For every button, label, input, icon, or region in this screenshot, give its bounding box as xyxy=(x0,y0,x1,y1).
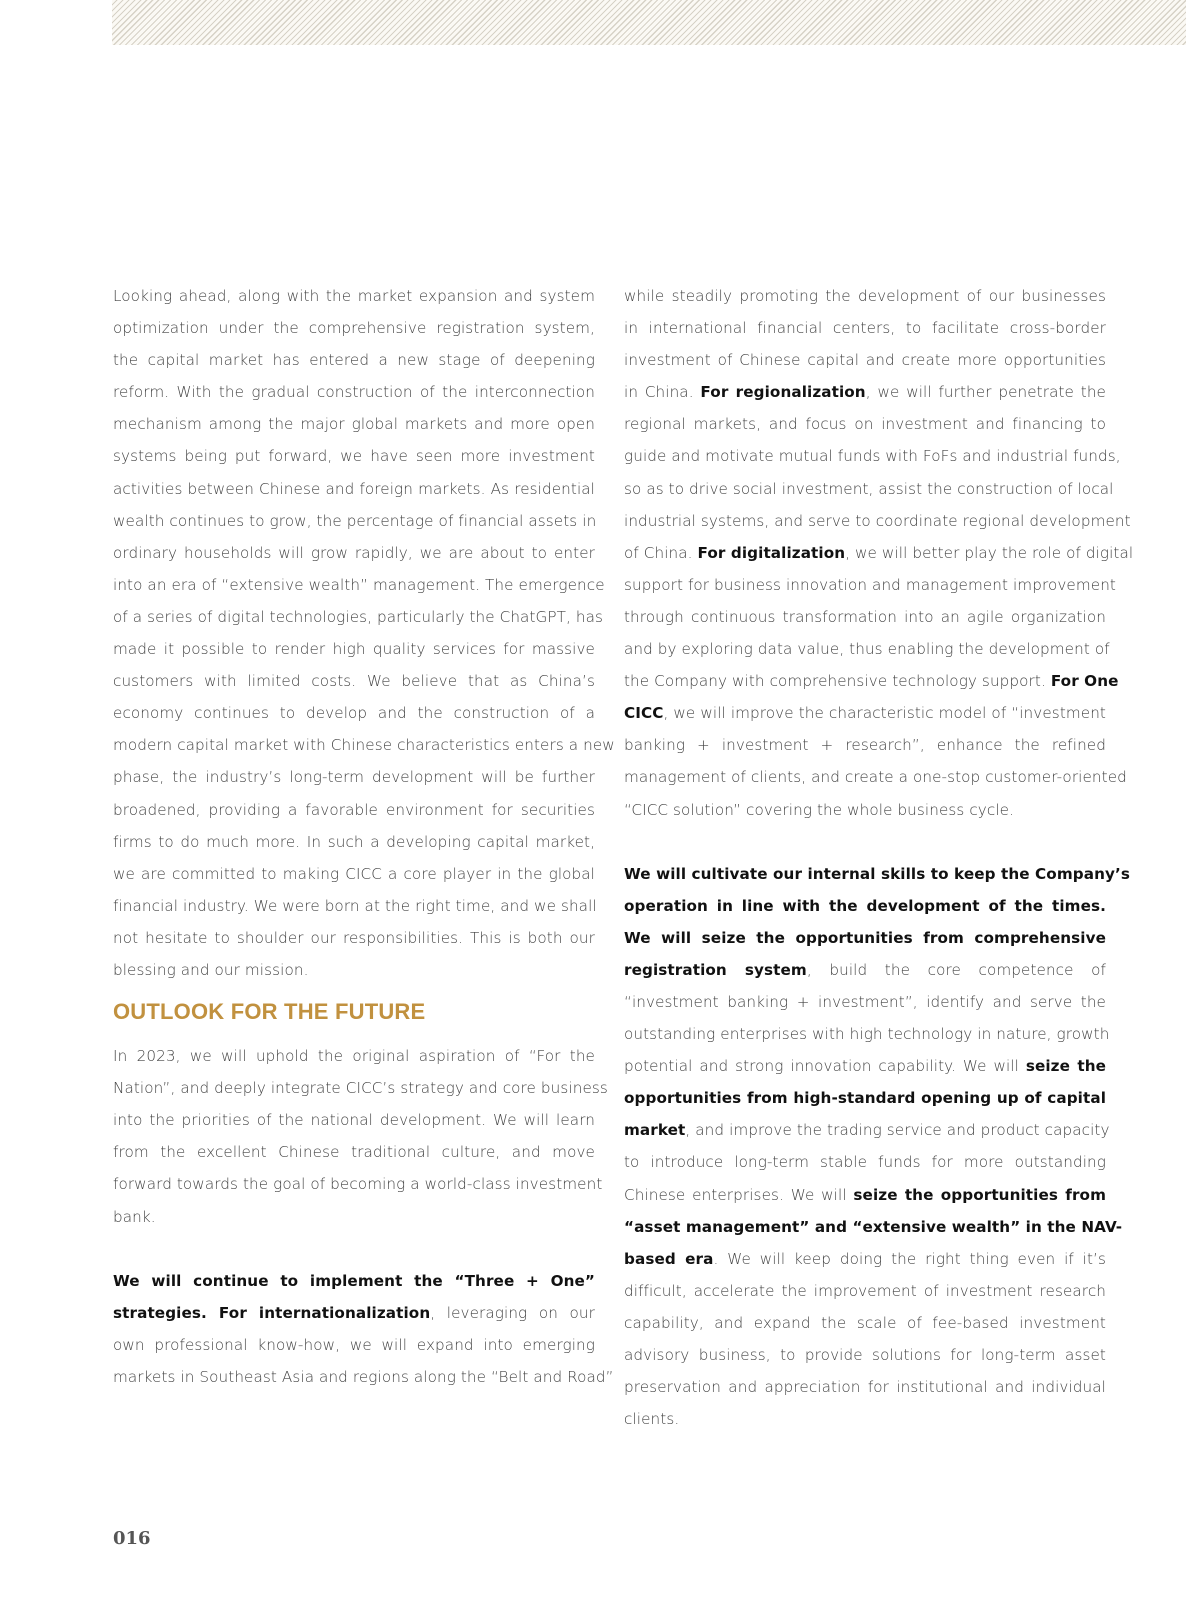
right-column xyxy=(624,280,1134,1435)
text-line: made it possible to render high quality services for massive xyxy=(113,640,595,659)
intro-paragraph xyxy=(113,280,615,986)
bold-phrase: CICC xyxy=(624,704,664,723)
text-line: blessing and our mission. xyxy=(113,960,309,979)
header-stripe-decoration xyxy=(112,0,1186,45)
text-line: forward towards the goal of becoming a world-class investment xyxy=(113,1175,603,1194)
text-run: in China. xyxy=(624,383,701,402)
text-line: “investment banking + investment”, identify and serve the xyxy=(624,992,1106,1011)
text-line xyxy=(624,665,1119,697)
text-line xyxy=(624,954,1106,986)
text-line-bold: operation in line with the development of the times. xyxy=(624,896,1106,915)
paragraph-gap xyxy=(624,826,1106,858)
text-line: mechanism among the major global markets and more open xyxy=(113,415,595,434)
text-line-bold: opportunities from high-standard opening up of capital xyxy=(624,1089,1106,1108)
bold-phrase: For One xyxy=(1050,672,1119,691)
text-line-bold: We will seize the opportunities from comprehensive xyxy=(624,928,1106,947)
text-line: guide and motivate mutual funds with FoFs and industrial funds, xyxy=(624,447,1121,466)
section-heading: OUTLOOK FOR THE FUTURE xyxy=(113,999,426,1025)
text-line: economy continues to develop and the construction of a xyxy=(113,704,595,723)
text-line: Nation”, and deeply integrate CICC’s strategy and core business xyxy=(113,1079,608,1098)
internal-skills-paragraph xyxy=(624,858,1130,1436)
text-line xyxy=(624,697,1106,729)
strategy-paragraph xyxy=(113,1265,614,1393)
text-line: own professional know-how, we will expand into emerging xyxy=(113,1335,595,1354)
text-line: systems being put forward, we have seen more investment xyxy=(113,447,595,466)
text-line: capability, and expand the scale of fee-based investment xyxy=(624,1313,1106,1332)
text-line: into the priorities of the national development. We will learn xyxy=(113,1111,595,1130)
text-line: we are committed to making CICC a core player in the global xyxy=(113,864,595,883)
text-line-bold: We will cultivate our internal skills to keep the Company’s xyxy=(624,864,1130,883)
text-line: broadened, providing a favorable environment for securities xyxy=(113,800,595,819)
text-line: to introduce long-term stable funds for more outstanding xyxy=(624,1153,1106,1172)
text-line: investment of Chinese capital and create more opportunities xyxy=(624,351,1106,370)
text-line: ordinary households will grow rapidly, we are about to enter xyxy=(113,543,595,562)
text-line xyxy=(624,1114,1110,1146)
text-line: “CICC solution” covering the whole business cycle. xyxy=(624,800,1015,819)
text-line: advisory business, to provide solutions for long-term asset xyxy=(624,1346,1106,1364)
bold-phrase: registration system xyxy=(624,960,807,979)
bold-phrase: seize the opportunities from xyxy=(853,1185,1106,1204)
text-line xyxy=(624,1050,1106,1082)
bold-phrase: For digitalization xyxy=(697,543,846,562)
text-line: financial industry. We were born at the right time, and we shall xyxy=(113,896,597,915)
text-line xyxy=(624,537,1134,569)
text-line: while steadily promoting the development of our businesses xyxy=(624,287,1106,305)
text-line: In 2023, we will uphold the original aspiration of “For the xyxy=(113,1047,595,1066)
text-run: , build the core competence of xyxy=(806,960,1107,979)
text-line: through continuous transformation into an agile organization xyxy=(624,607,1106,626)
text-line: clients. xyxy=(624,1410,680,1429)
text-line xyxy=(113,1297,595,1329)
text-line: firms to do much more. In such a developing capital market, xyxy=(113,832,595,851)
left-column xyxy=(113,280,615,1393)
text-line: into an era of “extensive wealth” management. The emergence xyxy=(113,575,605,594)
text-line: modern capital market with Chinese characteristics enters a new xyxy=(113,736,615,755)
text-line: so as to drive social investment, assist the construction of local xyxy=(624,479,1114,498)
text-line: Looking ahead, along with the market expansion and system xyxy=(113,287,595,305)
text-run: of China. xyxy=(624,543,698,562)
text-line: industrial systems, and serve to coordinate regional development xyxy=(624,511,1131,530)
text-line xyxy=(624,1243,1106,1275)
text-line: in international financial centers, to facilitate cross-border xyxy=(624,319,1106,338)
text-line: preservation and appreciation for institutional and individual xyxy=(624,1378,1106,1397)
text-line: not hesitate to shoulder our responsibilities. This is both our xyxy=(113,928,595,947)
text-line: from the excellent Chinese traditional culture, and move xyxy=(113,1143,595,1162)
bold-phrase: For regionalization xyxy=(700,383,866,402)
text-line: bank. xyxy=(113,1207,156,1226)
paragraph-gap xyxy=(113,1233,595,1265)
text-line: of a series of digital technologies, particularly the ChatGPT, has xyxy=(113,607,604,626)
text-line: optimization under the comprehensive registration system, xyxy=(113,319,595,338)
text-line-bold: “asset management” and “extensive wealth” in the NAV- xyxy=(624,1217,1123,1236)
text-line: banking + investment + research”, enhance the refined xyxy=(624,736,1106,755)
text-line xyxy=(624,376,1106,408)
text-line: the capital market has entered a new stage of deepening xyxy=(113,351,595,370)
text-line: customers with limited costs. We believe that as China’s xyxy=(113,672,595,691)
text-run: , and improve the trading service and product capacity xyxy=(685,1121,1110,1140)
text-line: support for business innovation and management improvement xyxy=(624,575,1116,594)
text-line: markets in Southeast Asia and regions along the “Belt and Road” xyxy=(113,1367,614,1386)
text-run: , leveraging on our xyxy=(430,1303,595,1322)
bold-phrase: based era xyxy=(624,1249,714,1268)
text-line: reform. With the gradual construction of the interconnection xyxy=(113,383,595,402)
text-line: phase, the industry’s long-term development will be further xyxy=(113,768,595,787)
text-run: , we will further penetrate the xyxy=(865,383,1106,402)
bold-phrase: seize the xyxy=(1025,1057,1107,1076)
text-line-bold: We will continue to implement the “Three + One” xyxy=(113,1271,595,1290)
text-line: regional markets, and focus on investment and financing to xyxy=(624,415,1106,434)
text-line: and by exploring data value, thus enabling the development of xyxy=(624,640,1110,659)
text-run: , we will better play the role of digital xyxy=(845,543,1134,562)
text-line: wealth continues to grow, the percentage of financial assets in xyxy=(113,511,597,530)
text-line: difficult, accelerate the improvement of investment research xyxy=(624,1281,1106,1300)
text-line: activities between Chinese and foreign markets. As residential xyxy=(113,479,595,498)
strategy-continued-paragraph xyxy=(624,280,1134,826)
bold-phrase: strategies. For internationalization xyxy=(113,1303,431,1322)
text-line: management of clients, and create a one-stop customer-oriented xyxy=(624,768,1127,787)
text-line: outstanding enterprises with high technology in nature, growth xyxy=(624,1025,1110,1044)
page-number: 016 xyxy=(113,1528,151,1549)
text-run: . We will keep doing the right thing even if it’s xyxy=(713,1249,1106,1268)
bold-phrase: market xyxy=(624,1121,686,1140)
outlook-paragraph xyxy=(113,1040,608,1233)
text-run: the Company with comprehensive technology support. xyxy=(624,672,1051,691)
text-run: , we will improve the characteristic model of “investment xyxy=(663,704,1106,723)
text-run: Chinese enterprises. We will xyxy=(624,1185,854,1204)
text-run: potential and strong innovation capability. We will xyxy=(624,1057,1026,1076)
text-line xyxy=(624,1179,1106,1211)
